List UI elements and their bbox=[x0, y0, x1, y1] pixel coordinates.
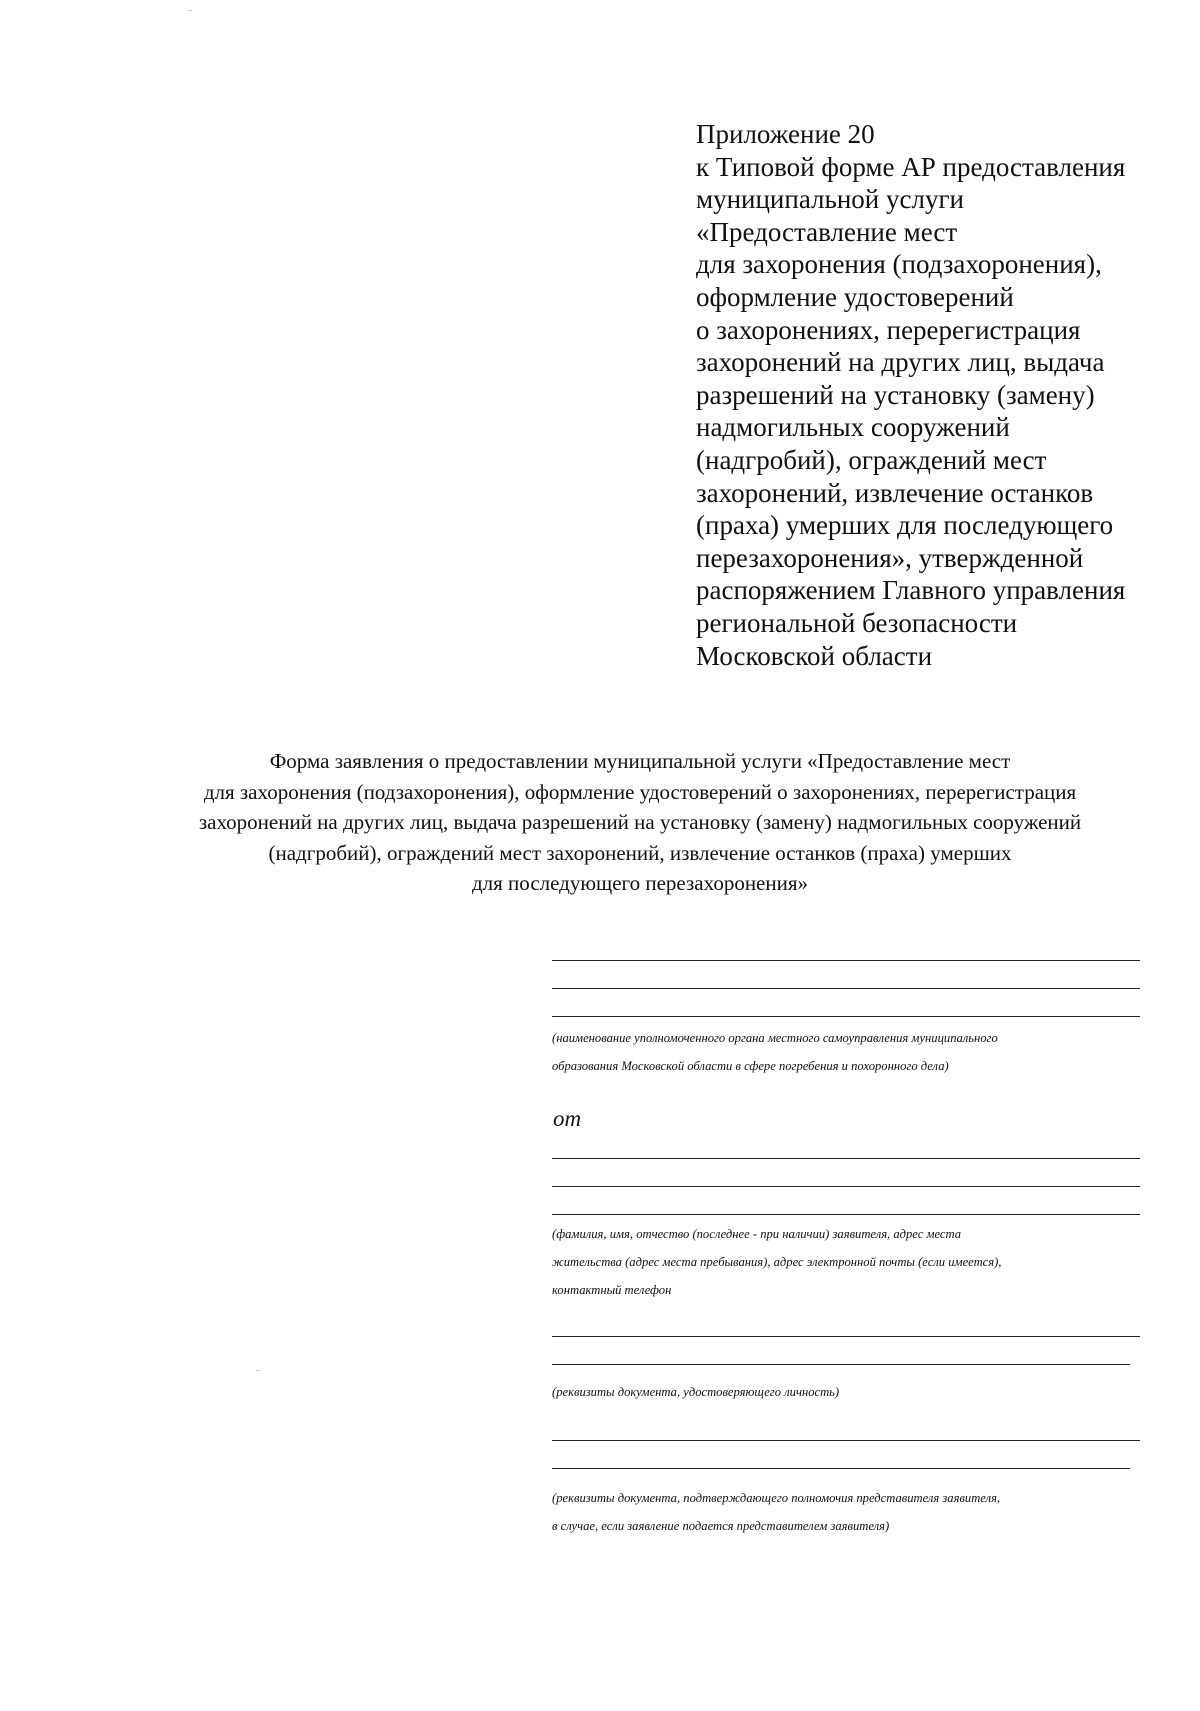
appendix-line: Московской области bbox=[696, 640, 933, 671]
applicant-caption bbox=[552, 1220, 1152, 1304]
applicant-field-line[interactable] bbox=[552, 1186, 1140, 1187]
appendix-line: разрешений на установку (замену) bbox=[696, 379, 1095, 410]
recipient-field-line[interactable] bbox=[552, 960, 1140, 961]
scan-speck bbox=[256, 1370, 260, 1371]
from-label: от bbox=[553, 1106, 582, 1131]
appendix-line: перезахоронения», утвержденной bbox=[696, 542, 1084, 573]
form-title bbox=[60, 746, 1200, 899]
appendix-line: о захоронениях, перерегистрация bbox=[696, 314, 1081, 345]
appendix-line: захоронений на других лиц, выдача bbox=[696, 347, 1105, 378]
appendix-line: к Типовой форме АР предоставления bbox=[696, 151, 1126, 182]
appendix-header bbox=[696, 118, 1176, 672]
appendix-line: захоронений, извлечение останков bbox=[696, 477, 1094, 508]
applicant-caption-line: (фамилия, имя, отчество (последнее - при наличии) заявителя, адрес места bbox=[552, 1227, 962, 1241]
applicant-caption-line: контактный телефон bbox=[552, 1283, 672, 1297]
representative-document-field-line[interactable] bbox=[552, 1440, 1140, 1441]
appendix-line: для захоронения (подзахоронения), bbox=[696, 249, 1102, 280]
form-title-line: Форма заявления о предоставлении муниципальной услуги «Предоставление мест bbox=[269, 749, 1011, 773]
appendix-line: муниципальной услуги bbox=[696, 184, 964, 215]
appendix-line: (надгробий), ограждений мест bbox=[696, 444, 1047, 475]
identity-document-caption-line: (реквизиты документа, удостоверяющего личность) bbox=[552, 1385, 840, 1399]
appendix-line: распоряжением Главного управления bbox=[696, 575, 1126, 606]
appendix-line: региональной безопасности bbox=[696, 607, 1018, 638]
appendix-line: «Предоставление мест bbox=[696, 216, 958, 247]
recipient-caption bbox=[552, 1024, 1152, 1080]
appendix-line: Приложение 20 bbox=[696, 119, 875, 149]
representative-document-caption-line: (реквизиты документа, подтверждающего полномочия представителя заявителя, bbox=[552, 1491, 1001, 1505]
identity-document-caption bbox=[552, 1378, 1152, 1406]
appendix-line: (праха) умерших для последующего bbox=[696, 510, 1114, 541]
identity-document-field-line[interactable] bbox=[552, 1364, 1130, 1365]
applicant-field-line[interactable] bbox=[552, 1214, 1140, 1215]
representative-document-field-line[interactable] bbox=[552, 1468, 1130, 1469]
appendix-line: оформление удостоверений bbox=[696, 281, 1014, 312]
form-title-line: для последующего перезахоронения» bbox=[471, 871, 809, 895]
form-title-line: захоронений на других лиц, выдача разрешений на установку (замену) надмогильных сооружений bbox=[198, 810, 1082, 834]
applicant-caption-line: жительства (адрес места пребывания), адрес электронной почты (если имеется), bbox=[552, 1255, 1002, 1269]
appendix-line: надмогильных сооружений bbox=[696, 412, 1010, 443]
representative-document-caption bbox=[552, 1484, 1152, 1540]
recipient-caption-line: образования Московской области в сфере погребения и похоронного дела) bbox=[552, 1059, 949, 1073]
recipient-field-line[interactable] bbox=[552, 1016, 1140, 1017]
representative-document-caption-line: в случае, если заявление подается представителем заявителя) bbox=[552, 1519, 890, 1533]
applicant-field-line[interactable] bbox=[552, 1158, 1140, 1159]
form-title-line: (надгробий), ограждений мест захоронений, извлечение останков (праха) умерших bbox=[268, 840, 1012, 865]
recipient-caption-line: (наименование уполномоченного органа местного самоуправления муниципального bbox=[552, 1031, 998, 1045]
scan-speck bbox=[188, 10, 192, 11]
form-title-line: для захоронения (подзахоронения), оформление удостоверений о захоронениях, перерегистрация bbox=[203, 779, 1077, 804]
identity-document-field-line[interactable] bbox=[552, 1336, 1140, 1337]
recipient-field-line[interactable] bbox=[552, 988, 1140, 989]
